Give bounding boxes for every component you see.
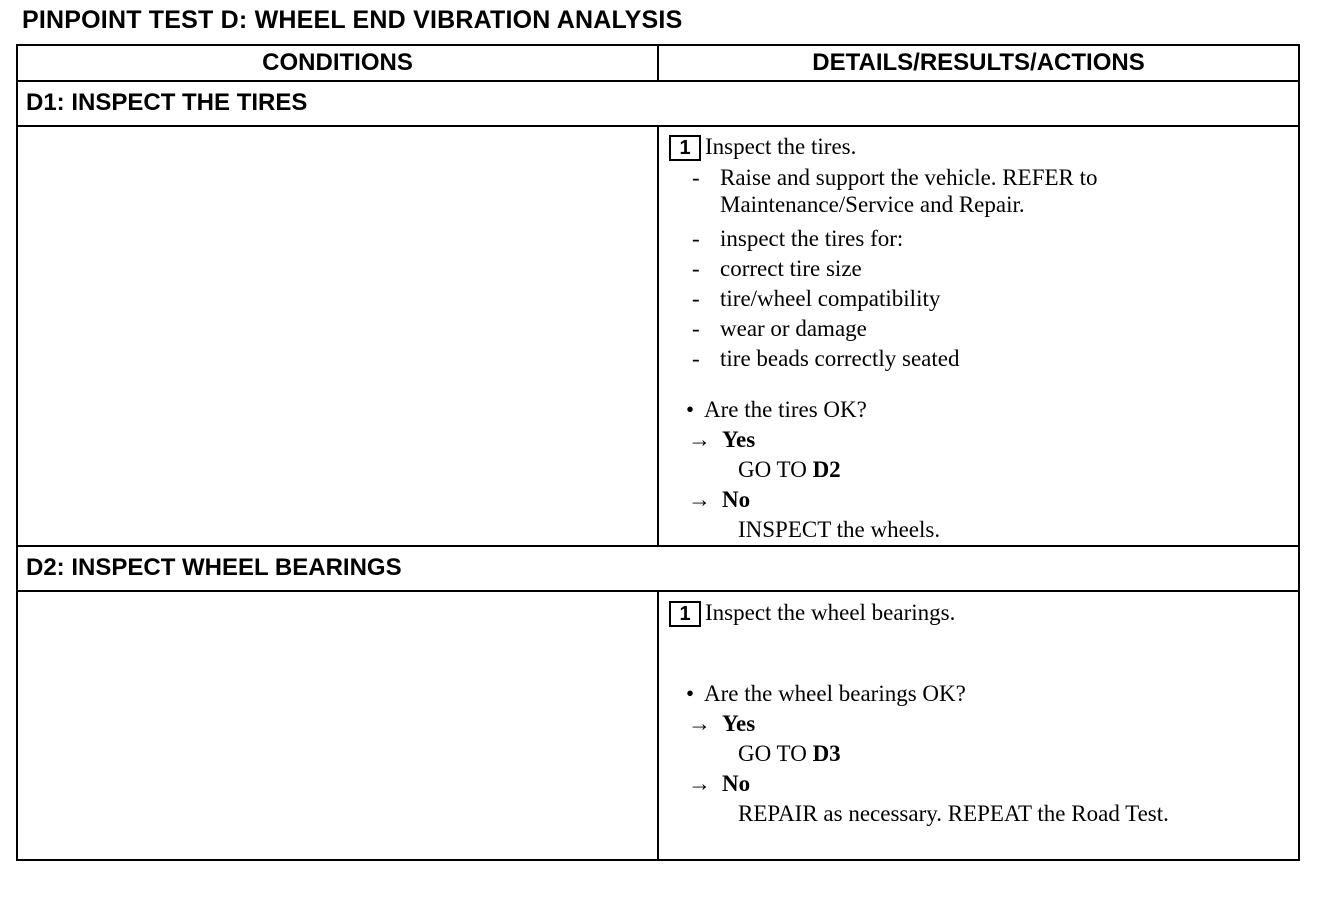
d1-question: Are the tires OK?: [704, 397, 867, 422]
d1-dash: -: [692, 346, 700, 371]
column-divider-d2: [657, 591, 659, 860]
d1-no-action: INSPECT the wheels.: [738, 517, 941, 542]
d1-no-label: No: [722, 487, 751, 512]
d1-yes-action: [738, 457, 841, 483]
d1-substep: correct tire size: [720, 256, 862, 281]
details-column-header: DETAILS/RESULTS/ACTIONS: [812, 49, 1145, 76]
d2-yes-action-target: D3: [812, 741, 841, 766]
d1-dash: -: [692, 226, 700, 251]
d1-yes-action-target: D2: [812, 457, 841, 482]
d1-dash: -: [692, 316, 700, 341]
d1-substep-continued: Maintenance/Service and Repair.: [720, 192, 1025, 217]
d1-no-arrow: →: [688, 487, 711, 512]
d1-substep: tire beads correctly seated: [720, 346, 960, 371]
d1-bullet: •: [686, 397, 695, 422]
column-divider-d1: [657, 126, 659, 547]
d2-no-label: No: [722, 771, 751, 796]
d2-no-arrow: →: [688, 771, 711, 796]
d1-yes-arrow: →: [688, 427, 711, 452]
d1-yes-action-prefix: GO TO: [738, 457, 813, 482]
d2-yes-action-prefix: GO TO: [738, 741, 813, 766]
d1-step-number: 1: [669, 135, 701, 161]
d1-substep: Raise and support the vehicle. REFER to: [720, 165, 1098, 190]
page-title: PINPOINT TEST D: WHEEL END VIBRATION ANALYSIS: [22, 6, 683, 34]
d1-substep: tire/wheel compatibility: [720, 286, 941, 311]
d1-dash: -: [692, 286, 700, 311]
d1-yes-label: Yes: [722, 427, 756, 452]
d2-no-action: REPAIR as necessary. REPEAT the Road Test.: [738, 801, 1169, 826]
d2-bullet: •: [686, 681, 695, 706]
d1-instruction: Inspect the tires.: [705, 134, 857, 159]
d2-heading: D2: INSPECT WHEEL BEARINGS: [26, 554, 402, 581]
d2-yes-arrow: →: [688, 711, 711, 736]
d1-dash: -: [692, 256, 700, 281]
conditions-column-header: CONDITIONS: [262, 49, 413, 76]
d1-substep: inspect the tires for:: [720, 226, 904, 251]
d2-question: Are the wheel bearings OK?: [704, 681, 966, 706]
d1-heading: D1: INSPECT THE TIRES: [26, 89, 308, 116]
d1-substep: wear or damage: [720, 316, 867, 341]
d2-step-number: 1: [669, 601, 701, 627]
d2-yes-label: Yes: [722, 711, 756, 736]
d1-dash: -: [692, 165, 700, 190]
d2-yes-action: [738, 741, 841, 767]
d2-instruction: Inspect the wheel bearings.: [705, 600, 956, 625]
